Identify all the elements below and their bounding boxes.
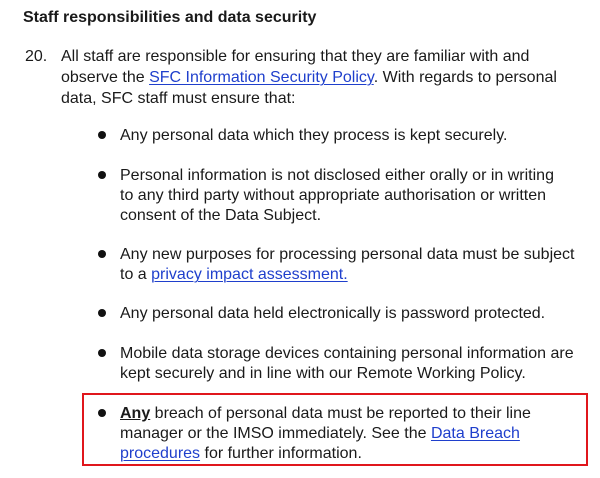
bullet-6-line-3	[120, 444, 590, 464]
privacy-impact-assessment-link[interactable]: privacy impact assessment.	[151, 266, 348, 283]
section-heading: Staff responsibilities and data security	[23, 9, 317, 26]
bullet-5-line-1: Mobile data storage devices containing personal information are	[120, 345, 574, 362]
bullet-dot-3	[98, 250, 106, 258]
paragraph-text	[61, 46, 591, 109]
bullet-6-line-2-pre: manager or the IMSO immediately. See the	[120, 425, 431, 442]
bullet-6-line-1	[120, 404, 590, 424]
bullet-3-line-2	[120, 265, 590, 285]
bullet-2-line-1: Personal information is not disclosed either orally or in writing	[120, 167, 554, 184]
bullet-dot-2	[98, 171, 106, 179]
paragraph-line-2	[61, 67, 591, 88]
paragraph-line-1: All staff are responsible for ensuring that they are familiar with and	[61, 48, 530, 65]
paragraph-line-2-post: . With regards to personal	[373, 69, 557, 86]
bullet-2-line-2: to any third party without appropriate authorisation or written	[120, 187, 547, 204]
paragraph-number: 20.	[25, 48, 48, 65]
bullet-item-5	[120, 344, 590, 384]
bullet-6-line-1-rest: breach of personal data must be reported to their line	[150, 405, 531, 422]
paragraph-line-2-pre: observe the	[61, 69, 150, 86]
data-breach-link-part-2[interactable]: procedures	[120, 445, 201, 462]
bullet-1-line-1: Any personal data which they process is kept securely.	[120, 127, 508, 144]
bullet-2-line-3: consent of the Data Subject.	[120, 207, 322, 224]
bullet-dot-1	[98, 131, 106, 139]
bullet-6-line-3-post: for further information.	[200, 445, 362, 462]
data-breach-link-part-1[interactable]: Data Breach	[430, 425, 520, 442]
bullet-item-4	[120, 304, 590, 324]
bullet-dot-5	[98, 349, 106, 357]
security-policy-link[interactable]: SFC Information Security Policy	[149, 69, 374, 86]
bullet-item-1	[120, 126, 590, 146]
bullet-5-line-2: kept securely and in line with our Remote Working Policy.	[120, 365, 526, 382]
bullet-dot-4	[98, 309, 106, 317]
bullet-item-6	[120, 404, 590, 464]
bullet-dot-6	[98, 409, 106, 417]
bullet-item-3	[120, 245, 590, 285]
bullet-6-line-2	[120, 424, 590, 444]
bullet-3-line-2-pre: to a	[120, 266, 152, 283]
bullet-4-line-1: Any personal data held electronically is password protected.	[120, 305, 546, 322]
bullet-3-line-1: Any new purposes for processing personal data must be subject	[120, 246, 575, 263]
paragraph-line-3: data, SFC staff must ensure that:	[61, 90, 296, 107]
bullet-item-2	[120, 166, 590, 226]
bullet-6-emphasis: Any	[120, 405, 151, 422]
